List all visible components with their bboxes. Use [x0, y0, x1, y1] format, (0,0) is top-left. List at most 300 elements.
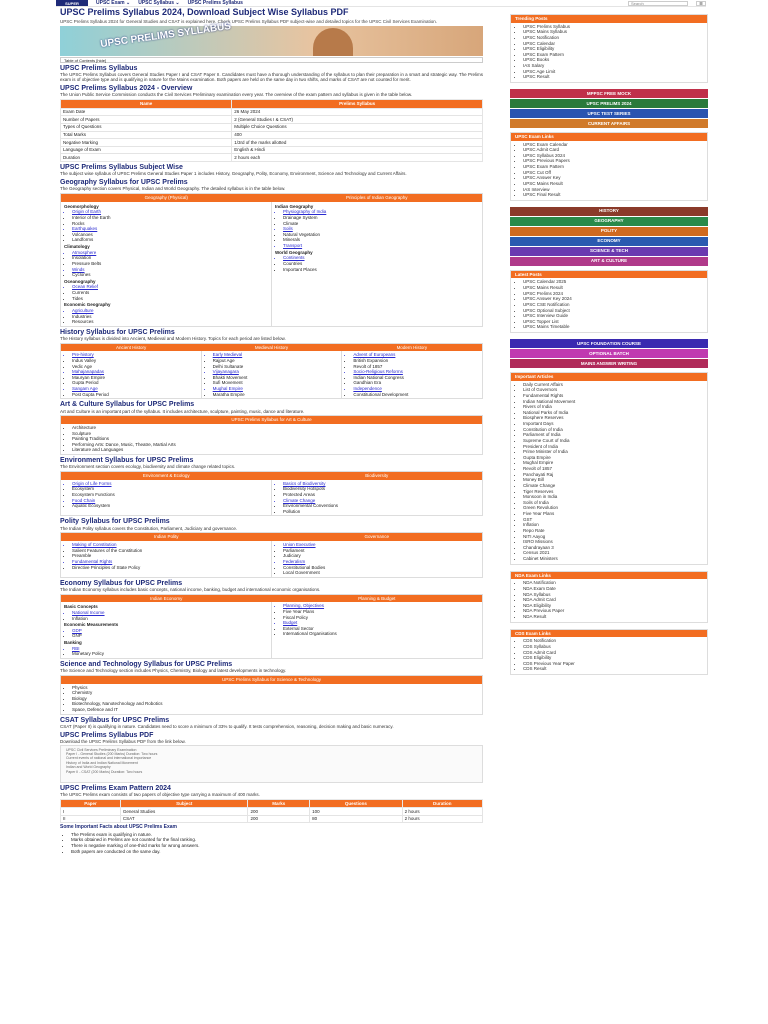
- syllabus-column: [61, 602, 272, 658]
- table-cell: Language of Exam: [61, 146, 232, 154]
- syllabus-topic[interactable]: • National Income: [72, 610, 268, 616]
- nav-menu-prelims-syllabus[interactable]: UPSC Prelims Syllabus: [187, 0, 243, 6]
- syllabus-topic: • International Organisations: [283, 631, 479, 637]
- table-cell: 400: [232, 131, 483, 139]
- promo-banner[interactable]: MPPSC FREE MOCK: [510, 89, 708, 98]
- syllabus-topic: • Ecosystem: [72, 486, 268, 492]
- sidebar-link[interactable]: • National Parks of India: [523, 410, 703, 416]
- sidebar-link[interactable]: • UPSC Answer Key: [523, 175, 703, 181]
- group-title: Oceanography: [64, 278, 96, 284]
- syllabus-topic[interactable]: • Vijayanagara: [213, 369, 339, 375]
- sidebar-link[interactable]: • Monsoon in India: [523, 494, 703, 500]
- syllabus-topic: • Constitutional Development: [353, 392, 479, 398]
- syllabus-topic[interactable]: • Physiography of India: [283, 209, 479, 215]
- syllabus-topic: • Rajput Age: [213, 358, 339, 364]
- table-row: [61, 146, 483, 154]
- sidebar-link[interactable]: • CDS Previous Year Paper: [523, 661, 703, 667]
- promo-banner[interactable]: HISTORY: [510, 207, 708, 216]
- sidebar-link[interactable]: • List of Governors: [523, 387, 703, 393]
- site-logo[interactable]: SUPER: [56, 0, 88, 6]
- list-item: • Marks obtained in Prelims are not counted for the final ranking.: [71, 837, 480, 843]
- sidebar-link[interactable]: • UPSC Final Result: [523, 192, 703, 198]
- table-row: [61, 139, 483, 147]
- sidebar-link[interactable]: • IAS Interview: [523, 187, 703, 193]
- table-cell: 2 hours: [402, 808, 482, 816]
- sidebar-link[interactable]: • CDS Syllabus: [523, 644, 703, 650]
- table-cell: 80: [310, 815, 402, 823]
- syllabus-topic[interactable]: • Ocean Relief: [72, 284, 268, 290]
- table-row: [61, 116, 483, 124]
- sidebar-link[interactable]: • UPSC Exam Pattern: [523, 164, 703, 170]
- syllabus-topic: • Indian National Congress: [353, 375, 479, 381]
- sidebar-link[interactable]: • UPSC Admit Card: [523, 147, 703, 153]
- syllabus-topic: • Countries: [283, 261, 479, 267]
- syllabus-topic[interactable]: • Continents: [283, 255, 479, 261]
- syllabus-topic[interactable]: • Transport: [283, 243, 479, 249]
- table-cell: I: [61, 808, 121, 816]
- sidebar-link[interactable]: • UPSC Cut Off: [523, 170, 703, 176]
- syllabus-column: [61, 480, 272, 516]
- promo-banner[interactable]: CURRENT AFFAIRS: [510, 119, 708, 128]
- overview-table: [60, 99, 483, 162]
- table-cell: 200: [248, 815, 310, 823]
- promo-banner[interactable]: ART & CULTURE: [510, 257, 708, 266]
- sidebar-link[interactable]: • NDA Previous Paper: [523, 608, 703, 614]
- promo-banner[interactable]: UPSC FOUNDATION COURSE: [510, 339, 708, 348]
- syllabus-topic[interactable]: • Sangam Age: [72, 386, 198, 392]
- section-heading: UPSC Prelims Syllabus PDF: [60, 731, 154, 739]
- sidebar-link[interactable]: • UPSC Topper List: [523, 319, 703, 325]
- promo-banner[interactable]: UPSC TEST SERIES: [510, 109, 708, 118]
- syllabus-topic: • Delhi Sultanate: [213, 364, 339, 370]
- table-cell: 100: [310, 808, 402, 816]
- sidebar-link[interactable]: • UPSC Exam Pattern: [523, 52, 703, 58]
- syllabus-topic[interactable]: • Socio-Religious Reforms: [353, 369, 479, 375]
- history-syllabus-table: [60, 343, 483, 400]
- table-header: Prelims Syllabus: [232, 100, 483, 109]
- sidebar-link[interactable]: • UPSC Eligibility: [523, 46, 703, 52]
- section-text: The Geography section covers Physical, Indian and World Geography. The detailed syllabus is in the table below.: [60, 186, 286, 192]
- sidebar-link[interactable]: • UPSC Books: [523, 57, 703, 63]
- sidebar-link[interactable]: • UPSC CSE Notification: [523, 302, 703, 308]
- table-header: UPSC Prelims Syllabus for Science & Technology: [61, 676, 482, 684]
- table-header: Indian Economy: [61, 595, 272, 603]
- sidebar-link[interactable]: • Green Revolution: [523, 505, 703, 511]
- sidebar-link[interactable]: • NITI Aayog: [523, 534, 703, 540]
- section-heading: CSAT Syllabus for UPSC Prelims: [60, 716, 170, 724]
- table-header: Name: [61, 100, 232, 109]
- syllabus-topic: • Local Government: [283, 570, 479, 576]
- table-header: Biodiversity: [272, 472, 483, 480]
- table-header: Ancient History: [61, 344, 201, 352]
- page-title: UPSC Prelims Syllabus 2024, Download Subject Wise Syllabus PDF: [60, 7, 349, 17]
- group-title: Economic Geography: [64, 302, 111, 308]
- sidebar-link[interactable]: • Biosphere Reserves: [523, 415, 703, 421]
- sidebar-link[interactable]: • Climate Change: [523, 483, 703, 489]
- sidebar-link[interactable]: • UPSC Notification: [523, 35, 703, 41]
- promo-banner[interactable]: POLITY: [510, 227, 708, 236]
- syllabus-topic: • Revolt of 1857: [353, 364, 479, 370]
- syllabus-topic[interactable]: • Winds: [72, 267, 268, 273]
- syllabus-column: [272, 202, 482, 326]
- syllabus-topic: • Drainage System: [283, 215, 479, 221]
- table-cell: Multiple Choice Questions: [232, 123, 483, 131]
- article-body: [60, 8, 483, 855]
- table-header: Paper: [61, 799, 121, 808]
- promo-banner[interactable]: UPSC PRELIMS 2024: [510, 99, 708, 108]
- sidebar-link[interactable]: • Mughal Empire: [523, 460, 703, 466]
- sidebar-link[interactable]: • UPSC Optional Subject: [523, 308, 703, 314]
- sidebar-link[interactable]: • UPSC Calendar 2025: [523, 279, 703, 285]
- table-cell: CSAT: [120, 815, 248, 823]
- sidebar-link[interactable]: • Repo Rate: [523, 528, 703, 534]
- sidebar-link[interactable]: • IAS Salary: [523, 63, 703, 69]
- syllabus-column: [61, 351, 202, 398]
- list-item: • Physics: [72, 685, 479, 691]
- promo-banner[interactable]: GEOGRAPHY: [510, 217, 708, 226]
- syllabus-topic: • Pollution: [283, 509, 479, 515]
- widget-title: CDS Exam Links: [511, 630, 707, 638]
- table-header: Principles of Indian Geography: [272, 194, 483, 202]
- table-header: Questions: [310, 799, 402, 808]
- nav-menu-upsc-exam[interactable]: UPSC Exam ⌄: [96, 0, 131, 6]
- table-cell: Types of Questions: [61, 123, 232, 131]
- syllabus-topic[interactable]: • Origin of Life Forms: [72, 481, 268, 487]
- syllabus-topic[interactable]: • Earthquakes: [72, 226, 268, 232]
- syllabus-topic[interactable]: • Mahajanapadas: [72, 369, 198, 375]
- table-cell: Total Marks: [61, 131, 232, 139]
- syllabus-column: [272, 602, 482, 658]
- sidebar-link[interactable]: • UPSC Mains Result: [523, 285, 703, 291]
- sidebar-link[interactable]: • NDA Result: [523, 614, 703, 620]
- sidebar-link[interactable]: • UPSC Calendar: [523, 41, 703, 47]
- syllabus-topic: • Biodiversity Hotspots: [283, 486, 479, 492]
- table-header: Medieval History: [201, 344, 341, 352]
- syllabus-column: [342, 351, 482, 398]
- section-heading: Science and Technology Syllabus for UPSC Prelims: [60, 660, 233, 668]
- sidebar-link[interactable]: • CDS Result: [523, 666, 703, 672]
- table-header: Geography (Physical): [61, 194, 272, 202]
- sidebar-link[interactable]: • Gupta Empire: [523, 455, 703, 461]
- syllabus-topic[interactable]: • Soils: [283, 226, 479, 232]
- group-title: Indian Geography: [275, 203, 314, 209]
- syllabus-topic: • Gupta Period: [72, 380, 198, 386]
- table-of-contents-toggle[interactable]: Table of Contents [hide]: [60, 57, 483, 63]
- sidebar-link[interactable]: • NDA Admit Card: [523, 597, 703, 603]
- section-heading: UPSC Prelims Syllabus: [60, 64, 138, 72]
- group-title: Economic Measurements: [64, 622, 119, 628]
- promo-banner[interactable]: ECONOMY: [510, 237, 708, 246]
- sidebar-link[interactable]: • CDS Notification: [523, 638, 703, 644]
- table-cell: Negative Marking: [61, 139, 232, 147]
- list-item: • Painting Traditions: [72, 436, 479, 442]
- art-culture-syllabus-table: [60, 415, 483, 455]
- pdf-line: Paper II - CSAT (200 Marks) Duration: Two hours: [66, 769, 143, 774]
- group-title: Climatology: [64, 244, 90, 250]
- sidebar-link[interactable]: • Parliament of India: [523, 432, 703, 438]
- syllabus-topic: • GNP: [72, 633, 268, 639]
- syllabus-topic: • Bhakti Movement: [213, 375, 339, 381]
- syllabus-topic: • Tides: [72, 296, 268, 302]
- list-item: • Performing Arts: Dance, Music, Theatre, Martial Arts: [72, 442, 479, 448]
- sidebar-link[interactable]: • Indian National Movement: [523, 399, 703, 405]
- syllabus-topic: • Post Gupta Period: [72, 392, 198, 398]
- sidebar-widget-latest-posts: [510, 270, 708, 333]
- syllabus-topic: • Constitutional Bodies: [283, 565, 479, 571]
- list-item: • The Prelims exam is qualifying in nature.: [71, 832, 480, 838]
- syllabus-topic: • Inflation: [72, 616, 268, 622]
- syllabus-topic[interactable]: • Budget: [283, 620, 479, 626]
- syllabus-topic: • Vedic Age: [72, 364, 198, 370]
- sidebar-link[interactable]: • UPSC Mains Result: [523, 181, 703, 187]
- syllabus-topic: • Parliament: [283, 548, 479, 554]
- section-text: The UPSC Prelims exam consists of two papers of objective type carrying a maximum of 400 marks.: [60, 791, 260, 797]
- sidebar-link[interactable]: • Constitution of India: [523, 427, 703, 433]
- polity-syllabus-table: [60, 532, 483, 577]
- syllabus-topic: • Maratha Empire: [213, 392, 339, 398]
- sidebar-link[interactable]: • UPSC Previous Papers: [523, 158, 703, 164]
- sidebar-widget-nda-links: [510, 571, 708, 623]
- widget-title: Important Articles: [511, 373, 707, 381]
- section-text: The Science and Technology section includes Physics, Chemistry, Biology and latest developments in technology.: [60, 668, 287, 674]
- sidebar-link[interactable]: • ISRO Missions: [523, 539, 703, 545]
- table-header: Subject: [120, 799, 248, 808]
- syllabus-topic: • Salient Features of the Constitution: [72, 548, 268, 554]
- pdf-line: History of India and Indian National Movement: [66, 760, 138, 765]
- list-item: • Both papers are conducted on the same day.: [71, 849, 480, 855]
- table-cell: 1/3rd of the marks allotted: [232, 139, 483, 147]
- sidebar-link[interactable]: • Fundamental Rights: [523, 393, 703, 399]
- sidebar-link[interactable]: • UPSC Prelims 2024: [523, 291, 703, 297]
- sidebar-link[interactable]: • Five Year Plans: [523, 511, 703, 517]
- syllabus-topic[interactable]: • Origin of Earth: [72, 209, 268, 215]
- syllabus-topic[interactable]: • Agriculture: [72, 308, 268, 314]
- section-text: The Indian Economy syllabus includes basic concepts, national income, banking, budget and international economic organisations.: [60, 587, 321, 593]
- syllabus-column: [61, 541, 272, 577]
- table-cell: 2 hours: [402, 815, 482, 823]
- syllabus-topic: • Ecosystem Functions: [72, 492, 268, 498]
- syllabus-topic[interactable]: • Early Medieval: [213, 352, 339, 358]
- sidebar-link[interactable]: • Panchayati Raj: [523, 472, 703, 478]
- sidebar-link[interactable]: • NDA Eligibility: [523, 603, 703, 609]
- syllabus-topic: • Currents: [72, 290, 268, 296]
- syllabus-topic[interactable]: • Basics of Biodiversity: [283, 481, 479, 487]
- search-input[interactable]: Search: [628, 1, 688, 6]
- list-item: • Space, Defence and IT: [72, 707, 479, 713]
- table-cell: 200: [248, 808, 310, 816]
- table-row: [61, 815, 483, 823]
- syllabus-topic: • Cyclones: [72, 272, 268, 278]
- sidebar-link[interactable]: • Census 2021: [523, 550, 703, 556]
- sidebar-link[interactable]: • Revolt of 1857: [523, 466, 703, 472]
- syllabus-column: [272, 541, 482, 577]
- syllabus-topic[interactable]: • Federalism: [283, 559, 479, 565]
- geography-syllabus-table: [60, 193, 483, 327]
- widget-title: Latest Posts: [511, 271, 707, 279]
- syllabus-topic[interactable]: • Advent of Europeans: [353, 352, 479, 358]
- sidebar-link[interactable]: • Soils of India: [523, 500, 703, 506]
- pdf-line: Paper I - General Studies (200 Marks) Duration: Two hours: [66, 752, 158, 757]
- syllabus-topic: • Natural Vegetation: [283, 232, 479, 238]
- section-text: The Union Public Service Commission conducts the Civil Services Preliminary examination every year. The overview of the exam pattern and syllabus is given in the table below.: [60, 92, 413, 98]
- sidebar-link[interactable]: • Rivers of India: [523, 404, 703, 410]
- table-cell: Exam Date: [61, 108, 232, 116]
- pdf-line: Indian and World Geography: [66, 765, 111, 770]
- sidebar-widget-cds-links: [510, 629, 708, 675]
- syllabus-column: [272, 480, 482, 516]
- section-text: The UPSC Prelims Syllabus covers General Studies Paper I and CSAT Paper II. Candidates must have a thorough understanding of the syllabus to plan their preparation in a smart and strategic way. The Prelims exam is of objective type and is qualifying in nature for the Mains examination. Both papers are held on the same day in two shifts, and marks of CSAT are not counted for merit.: [60, 71, 483, 83]
- sidebar-link[interactable]: • NDA Exam Date: [523, 586, 703, 592]
- syllabus-topic: • Resources: [72, 319, 268, 325]
- sidebar-link[interactable]: • President of India: [523, 444, 703, 450]
- top-navigation-bar: [56, 0, 706, 7]
- syllabus-topic: • Insolation: [72, 255, 268, 261]
- syllabus-topic[interactable]: • Food Chain: [72, 498, 268, 504]
- section-heading: Environment Syllabus for UPSC Prelims: [60, 457, 194, 465]
- table-header: Indian Polity: [61, 533, 272, 541]
- syllabus-topic[interactable]: • Atmosphere: [72, 250, 268, 256]
- widget-title: NDA Exam Links: [511, 572, 707, 580]
- syllabus-topic: • External Sector: [283, 626, 479, 632]
- section-text: The History syllabus is divided into Ancient, Medieval and Modern History. Topics for each period are listed below.: [60, 336, 286, 342]
- syllabus-topic: • Climate: [283, 221, 479, 227]
- nav-menu-upsc-syllabus[interactable]: UPSC Syllabus ⌄: [138, 0, 180, 6]
- sidebar-link[interactable]: • UPSC Age Limit: [523, 69, 703, 75]
- table-header: Marks: [248, 799, 310, 808]
- group-title: Geomorphology: [64, 203, 99, 209]
- syllabus-topic[interactable]: • Union Executive: [283, 542, 479, 548]
- list-item: • Chemistry: [72, 690, 479, 696]
- sidebar-link[interactable]: • NDA Notification: [523, 580, 703, 586]
- syllabus-topic: • Directive Principles of State Policy: [72, 565, 268, 571]
- environment-syllabus-table: [60, 471, 483, 516]
- sidebar-link[interactable]: • Inflation: [523, 522, 703, 528]
- menu-icon[interactable]: ☰: [696, 1, 706, 6]
- syllabus-topic: • Interior of the Earth: [72, 215, 268, 221]
- sidebar-link[interactable]: • Money Bill: [523, 477, 703, 483]
- section-heading: Economy Syllabus for UPSC Prelims: [60, 579, 183, 587]
- syllabus-topic: • British Expansion: [353, 358, 479, 364]
- syllabus-topic: • Rocks: [72, 221, 268, 227]
- syllabus-topic: • Landforms: [72, 237, 268, 243]
- syllabus-topic[interactable]: • Planning, Objectives: [283, 603, 479, 609]
- section-text: The Environment section covers ecology, biodiversity and climate change related topics.: [60, 464, 236, 470]
- syllabus-topic: • Minerals: [283, 237, 479, 243]
- sidebar-link[interactable]: • UPSC Prelims Syllabus: [523, 24, 703, 30]
- table-row: [61, 108, 483, 116]
- syllabus-topic[interactable]: • RBI: [72, 646, 268, 652]
- promo-banner[interactable]: OPTIONAL BATCH: [510, 349, 708, 358]
- table-cell: Number of Papers: [61, 116, 232, 124]
- section-heading: History Syllabus for UPSC Prelims: [60, 328, 175, 336]
- section-text: Art and Culture is an important part of the syllabus. It includes architecture, sculpture, painting, music, dance and literature.: [60, 408, 305, 414]
- sidebar-link[interactable]: • UPSC Interview Guide: [523, 313, 703, 319]
- pdf-line: UPSC Civil Services Preliminary Examination: [66, 747, 137, 752]
- section-heading: UPSC Prelims Syllabus Subject Wise: [60, 164, 183, 172]
- hero-banner-text: UPSC PRELIMS SYLLABUS: [99, 20, 232, 50]
- table-cell: 2 (General Studies I & CSAT): [232, 116, 483, 124]
- syllabus-topic: • Industries: [72, 314, 268, 320]
- syllabus-topic: • Five Year Plans: [283, 609, 479, 615]
- table-cell: 26 May 2024: [232, 108, 483, 116]
- table-header: Duration: [402, 799, 482, 808]
- sidebar-link[interactable]: • Cabinet Ministers: [523, 556, 703, 562]
- section-heading: Polity Syllabus for UPSC Prelims: [60, 518, 170, 526]
- table-header: Governance: [272, 533, 483, 541]
- science-syllabus-table: [60, 675, 483, 715]
- syllabus-topic[interactable]: • Making of Constitution: [72, 542, 268, 548]
- syllabus-topic: • Gandhian Era: [353, 380, 479, 386]
- sidebar-link[interactable]: • UPSC Mains Syllabus: [523, 29, 703, 35]
- list-item: • Sculpture: [72, 431, 479, 437]
- sidebar-link[interactable]: • Daily Current Affairs: [523, 382, 703, 388]
- sidebar-link[interactable]: • NDA Syllabus: [523, 592, 703, 598]
- sidebar-link[interactable]: • Supreme Court of India: [523, 438, 703, 444]
- sidebar-link[interactable]: • UPSC Exam Calendar: [523, 142, 703, 148]
- widget-title: UPSC Exam Links: [511, 133, 707, 141]
- sidebar-widget-important-articles: [510, 372, 708, 565]
- table-cell: Duration: [61, 154, 232, 162]
- group-title: Banking: [64, 640, 82, 646]
- syllabus-pdf-preview[interactable]: [60, 745, 483, 783]
- syllabus-topic: • Judiciary: [283, 553, 479, 559]
- table-cell: English & Hindi: [232, 146, 483, 154]
- section-text: The Indian Polity syllabus covers the Constitution, Parliament, Judiciary and governance.: [60, 525, 238, 531]
- list-item: • There is negative marking of one-third marks for wrong answers.: [71, 843, 480, 849]
- sidebar-link[interactable]: • UPSC Mains Timetable: [523, 324, 703, 330]
- sidebar-link[interactable]: • Tiger Reserves: [523, 489, 703, 495]
- widget-title: Trending Posts: [511, 15, 707, 23]
- syllabus-topic[interactable]: • Pre-history: [72, 352, 198, 358]
- syllabus-topic: • Mauryan Empire: [72, 375, 198, 381]
- sidebar-link[interactable]: • Prime Minister of India: [523, 449, 703, 455]
- syllabus-topic: • Protected Areas: [283, 492, 479, 498]
- table-cell: II: [61, 815, 121, 823]
- economy-syllabus-table: [60, 594, 483, 659]
- syllabus-column: [202, 351, 343, 398]
- syllabus-topic: • Aquatic Ecosystem: [72, 503, 268, 509]
- syllabus-topic[interactable]: • GDP: [72, 628, 268, 634]
- exam-pattern-table: [60, 799, 483, 824]
- table-header: Planning & Budget: [272, 595, 483, 603]
- sidebar-link[interactable]: • Chandrayaan 3: [523, 545, 703, 551]
- syllabus-topic: • Environmental Conventions: [283, 503, 479, 509]
- pdf-line: Current events of national and international importance: [66, 756, 152, 761]
- syllabus-topic[interactable]: • Fundamental Rights: [72, 559, 268, 565]
- promo-banner[interactable]: MAINS ANSWER WRITING: [510, 359, 708, 368]
- sidebar-link[interactable]: • GST: [523, 517, 703, 523]
- section-text: CSAT (Paper II) is qualifying in nature. Candidates need to score a minimum of 33% to qualify. It tests comprehension, reasoning, decision making and basic numeracy.: [60, 724, 394, 730]
- sidebar-link[interactable]: • CDS Eligibility: [523, 655, 703, 661]
- sidebar-widget-trending: [510, 14, 708, 83]
- syllabus-topic: • Fiscal Policy: [283, 615, 479, 621]
- syllabus-topic[interactable]: • Mughal Empire: [213, 386, 339, 392]
- sidebar-link[interactable]: • UPSC Answer Key 2024: [523, 296, 703, 302]
- list-item: • Literature and Languages: [72, 447, 479, 453]
- sidebar-link[interactable]: • UPSC Result: [523, 74, 703, 80]
- promo-banner[interactable]: SCIENCE & TECH: [510, 247, 708, 256]
- sidebar-widget-exam-links: [510, 132, 708, 201]
- section-text: The subject wise syllabus of UPSC Prelims General Studies Paper 1 includes History, Geography, Polity, Economy, Environment, Science and Technology and Current Affairs.: [60, 171, 407, 177]
- sidebar-link[interactable]: • CDS Admit Card: [523, 650, 703, 656]
- hero-person-illustration: [313, 28, 353, 56]
- sidebar-link[interactable]: • UPSC Syllabus 2024: [523, 153, 703, 159]
- syllabus-topic[interactable]: • Climate Change: [283, 498, 479, 504]
- syllabus-topic[interactable]: • Independence: [353, 386, 479, 392]
- syllabus-topic: • Sufi Movement: [213, 380, 339, 386]
- sidebar-link[interactable]: • Important Days: [523, 421, 703, 427]
- table-cell: General Studies: [120, 808, 248, 816]
